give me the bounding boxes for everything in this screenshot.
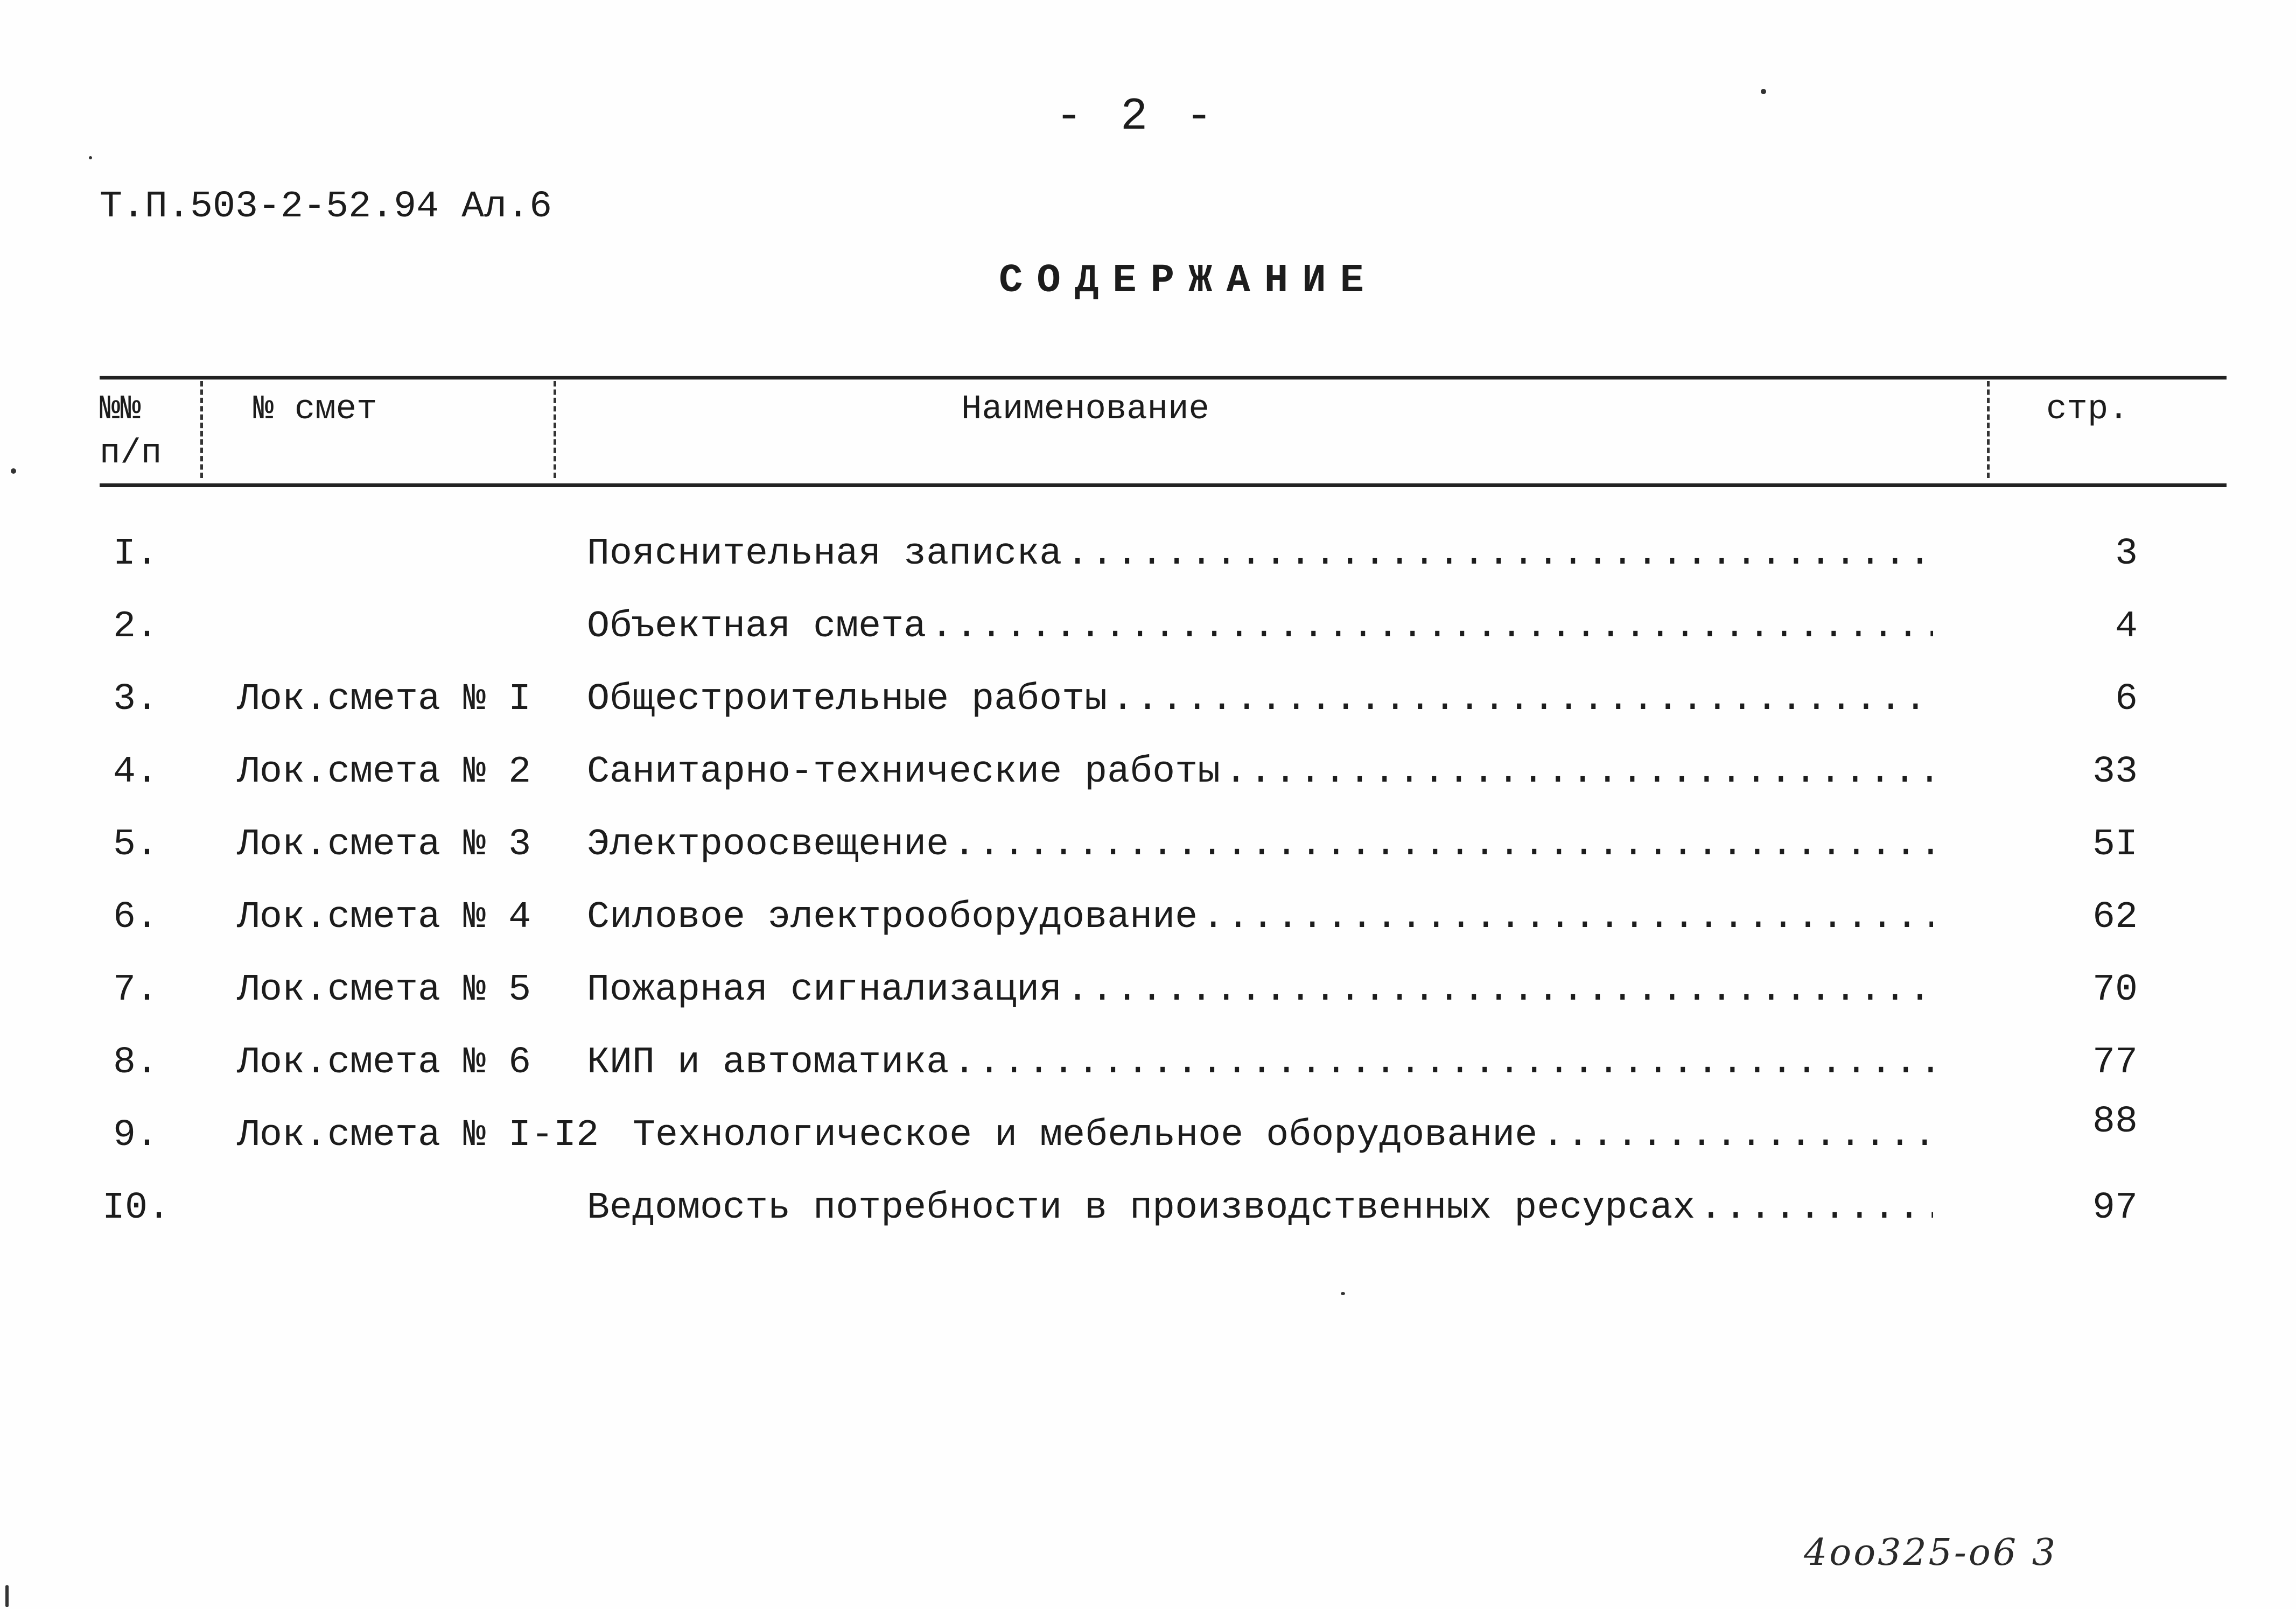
table-row: [0, 969, 2296, 1034]
row-name: [587, 1187, 1933, 1229]
row-name: [587, 969, 1933, 1011]
row-page: 3: [2115, 533, 2138, 575]
row-page: 33: [2092, 751, 2138, 793]
leader-dots: [930, 606, 1933, 648]
table-row: [0, 678, 2296, 743]
row-name: [587, 751, 1933, 793]
table-row: [0, 606, 2296, 670]
leader-dots: [1066, 969, 1933, 1011]
scan-speck: [1761, 89, 1766, 94]
row-estimate: Лок.смета № 5: [237, 969, 531, 1011]
row-number: I0.: [102, 1187, 171, 1229]
row-estimate: Лок.смета № I-I2: [237, 1114, 599, 1157]
header-number: [100, 388, 191, 476]
row-number: I.: [113, 533, 159, 575]
table-row: [0, 1101, 2296, 1179]
header-number-label: №№ п/п: [100, 390, 162, 473]
row-page: 77: [2092, 1042, 2138, 1084]
leader-dots: [1066, 533, 1933, 575]
row-number: 2.: [113, 606, 159, 648]
table-row: [0, 824, 2296, 888]
row-page: 70: [2092, 969, 2138, 1011]
header-estimate: № смет: [253, 390, 377, 429]
row-number: 5.: [113, 824, 159, 866]
row-name-text: Пояснительная записка: [587, 533, 1062, 575]
handwritten-note: 4оо325-о6 3: [1804, 1531, 2057, 1574]
leader-dots: [1224, 751, 1933, 793]
row-name: [633, 1114, 1933, 1157]
row-estimate: Лок.смета № 3: [237, 824, 531, 866]
header-page: стр.: [2046, 390, 2129, 429]
column-separator: [200, 381, 203, 478]
row-number: 4.: [113, 751, 159, 793]
row-name-text: Объектная смета: [587, 606, 927, 648]
row-name: [587, 824, 1933, 866]
scan-speck: [1341, 1292, 1345, 1295]
row-number: 3.: [113, 678, 159, 721]
row-page: 62: [2092, 896, 2138, 939]
row-name-text: Пожарная сигнализация: [587, 969, 1062, 1011]
table-row: [0, 1187, 2296, 1252]
scan-speck: [89, 156, 92, 159]
column-separator: [1987, 381, 1990, 478]
leader-dots: [1542, 1114, 1933, 1157]
row-page: 97: [2092, 1187, 2138, 1229]
row-name-text: Технологическое и мебельное оборудование: [633, 1114, 1538, 1157]
row-number: 9.: [113, 1114, 159, 1157]
row-estimate: Лок.смета № 2: [237, 751, 531, 793]
column-separator: [554, 381, 556, 478]
page-number: - 2 -: [1055, 92, 1219, 143]
row-name: [587, 533, 1933, 575]
row-name-text: Ведомость потребности в производственных ресурсах: [587, 1187, 1696, 1229]
leader-dots: [953, 824, 1933, 866]
row-number: 7.: [113, 969, 159, 1011]
table-header-rule: [100, 483, 2227, 487]
row-page: 88: [2092, 1101, 2138, 1143]
table-top-rule: [100, 376, 2227, 380]
row-name: [587, 1042, 1933, 1084]
row-name: [587, 678, 1933, 721]
table-row: [0, 896, 2296, 961]
row-page: 5I: [2092, 824, 2138, 866]
row-name-text: Санитарно-технические работы: [587, 751, 1221, 793]
row-number: 8.: [113, 1042, 159, 1084]
header-name: Наименование: [961, 390, 1209, 429]
table-row: [0, 751, 2296, 816]
leader-dots: [1699, 1187, 1933, 1229]
row-page: 4: [2115, 606, 2138, 648]
leader-dots: [1202, 896, 1933, 939]
page-title: СОДЕРЖАНИЕ: [999, 258, 1378, 304]
scan-speck: [5, 1585, 9, 1607]
row-estimate: Лок.смета № 4: [237, 896, 531, 939]
row-name-text: Силовое электрооборудование: [587, 896, 1198, 939]
scan-speck: [11, 468, 16, 474]
row-page: 6: [2115, 678, 2138, 721]
row-name-text: Общестроительные работы: [587, 678, 1108, 721]
document-code: Т.П.503-2-52.94 Ал.6: [100, 186, 552, 228]
table-row: [0, 1042, 2296, 1106]
leader-dots: [953, 1042, 1933, 1084]
row-number: 6.: [113, 896, 159, 939]
row-name: [587, 896, 1933, 939]
row-name-text: КИП и автоматика: [587, 1042, 949, 1084]
row-name-text: Электроосвещение: [587, 824, 949, 866]
row-estimate: Лок.смета № 6: [237, 1042, 531, 1084]
table-row: [0, 533, 2296, 598]
row-name: [587, 606, 1933, 648]
leader-dots: [1111, 678, 1933, 721]
row-estimate: Лок.смета № I: [237, 678, 531, 721]
